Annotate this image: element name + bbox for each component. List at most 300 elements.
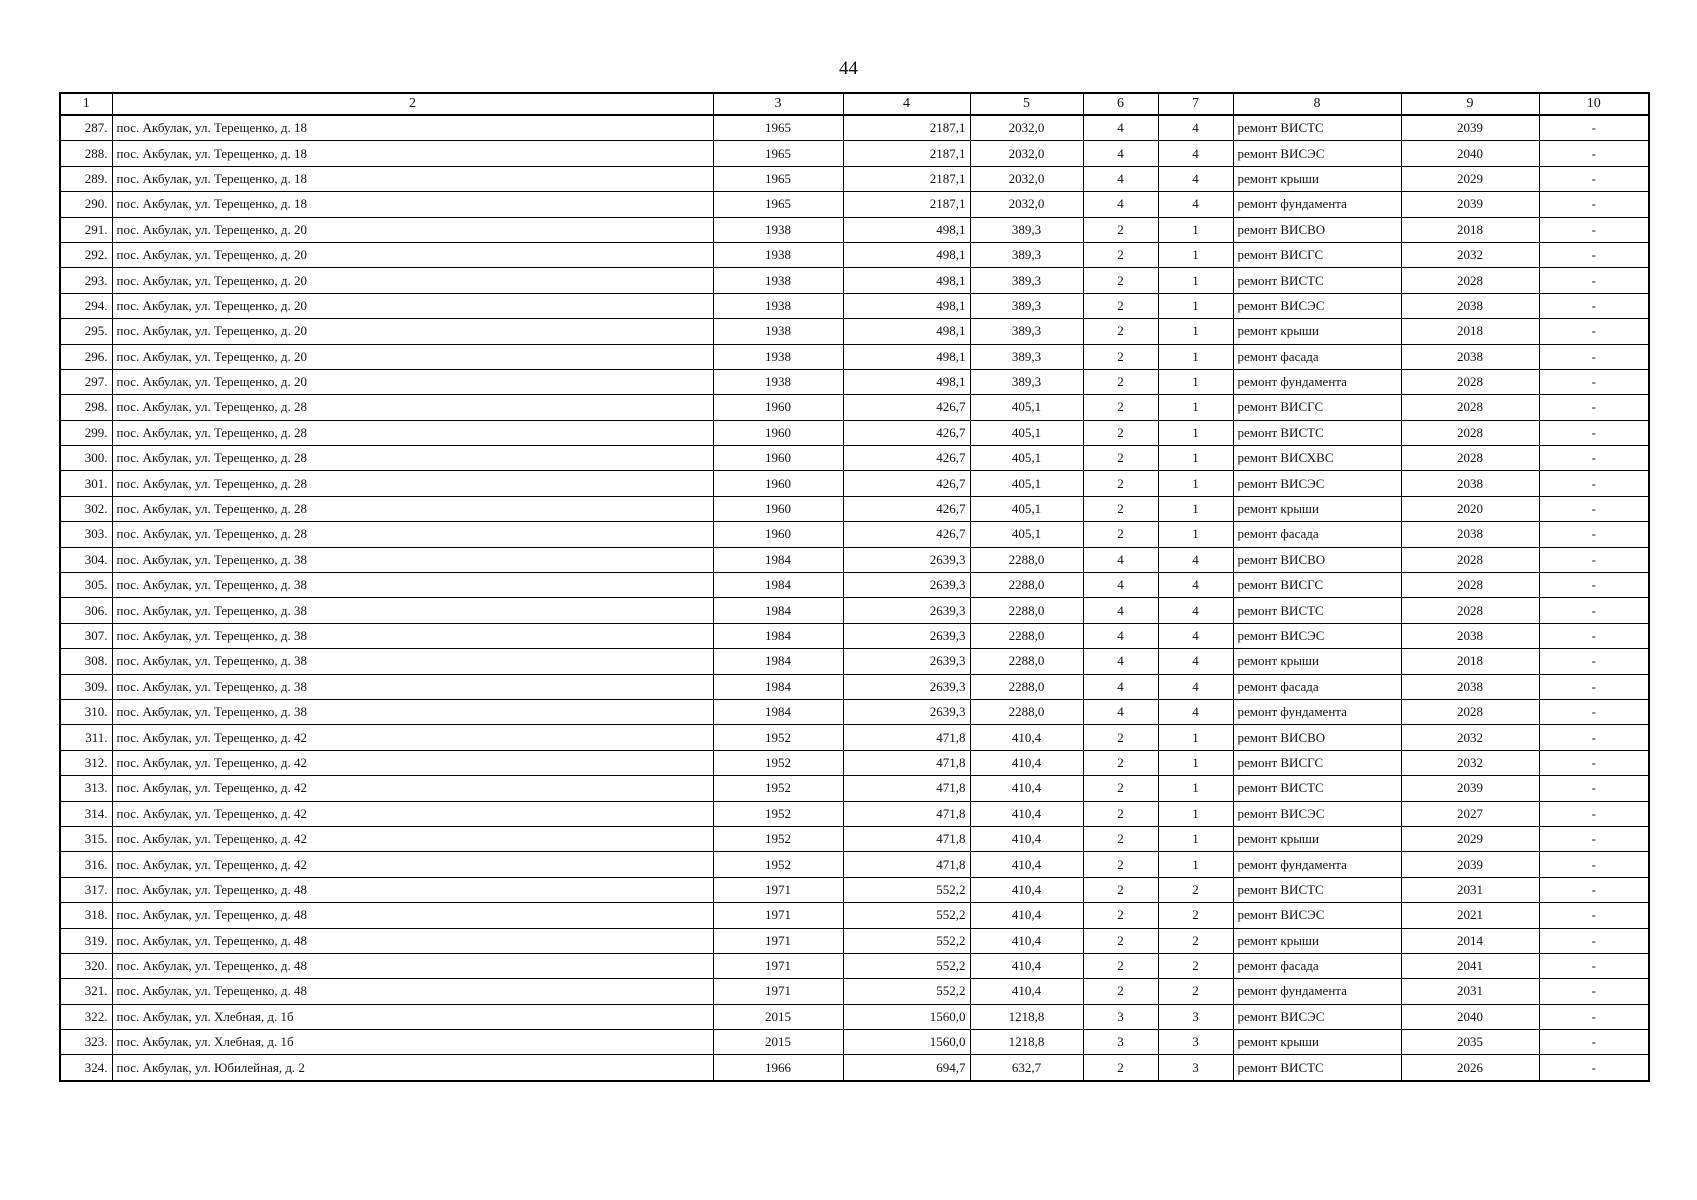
cell-living-area: 405,1 <box>970 471 1083 496</box>
cell-living-area: 389,3 <box>970 319 1083 344</box>
cell-work-type: ремонт ВИСЭС <box>1233 1004 1401 1029</box>
cell-row-number: 291. <box>60 217 112 242</box>
cell-total-area: 552,2 <box>843 903 970 928</box>
cell-total-area: 552,2 <box>843 979 970 1004</box>
cell-floors: 2 <box>1083 953 1158 978</box>
cell-planned-year: 2028 <box>1401 598 1539 623</box>
cell-floors: 2 <box>1083 217 1158 242</box>
cell-address: пос. Акбулак, ул. Терещенко, д. 42 <box>112 826 713 851</box>
cell-total-area: 1560,0 <box>843 1004 970 1029</box>
table-row <box>60 471 1649 496</box>
table-row <box>60 598 1649 623</box>
cell-row-number: 292. <box>60 242 112 267</box>
cell-total-area: 471,8 <box>843 852 970 877</box>
cell-total-area: 2187,1 <box>843 141 970 166</box>
cell-total-area: 552,2 <box>843 928 970 953</box>
cell-floors: 2 <box>1083 268 1158 293</box>
table-row <box>60 522 1649 547</box>
cell-planned-year: 2021 <box>1401 903 1539 928</box>
cell-work-type: ремонт крыши <box>1233 319 1401 344</box>
column-header-3: 3 <box>713 93 843 115</box>
cell-planned-year: 2039 <box>1401 115 1539 141</box>
cell-entrances: 1 <box>1158 242 1233 267</box>
cell-address: пос. Акбулак, ул. Терещенко, д. 48 <box>112 928 713 953</box>
cell-total-area: 552,2 <box>843 877 970 902</box>
cell-total-area: 2639,3 <box>843 623 970 648</box>
cell-work-type: ремонт крыши <box>1233 496 1401 521</box>
cell-work-type: ремонт ВИСТС <box>1233 268 1401 293</box>
cell-floors: 2 <box>1083 903 1158 928</box>
cell-planned-year: 2035 <box>1401 1030 1539 1055</box>
cell-address: пос. Акбулак, ул. Хлебная, д. 1б <box>112 1004 713 1029</box>
cell-entrances: 1 <box>1158 217 1233 242</box>
cell-planned-year: 2032 <box>1401 242 1539 267</box>
cell-row-number: 315. <box>60 826 112 851</box>
cell-note: - <box>1539 928 1649 953</box>
cell-floors: 4 <box>1083 141 1158 166</box>
cell-total-area: 426,7 <box>843 471 970 496</box>
cell-total-area: 552,2 <box>843 953 970 978</box>
cell-row-number: 290. <box>60 192 112 217</box>
cell-work-type: ремонт фасада <box>1233 953 1401 978</box>
cell-year-built: 1952 <box>713 725 843 750</box>
cell-living-area: 2288,0 <box>970 649 1083 674</box>
cell-year-built: 1960 <box>713 496 843 521</box>
cell-living-area: 405,1 <box>970 420 1083 445</box>
cell-year-built: 2015 <box>713 1004 843 1029</box>
cell-total-area: 426,7 <box>843 395 970 420</box>
cell-year-built: 1938 <box>713 268 843 293</box>
cell-floors: 2 <box>1083 1055 1158 1081</box>
column-header-10: 10 <box>1539 93 1649 115</box>
cell-note: - <box>1539 979 1649 1004</box>
cell-year-built: 1965 <box>713 166 843 191</box>
cell-row-number: 317. <box>60 877 112 902</box>
cell-planned-year: 2029 <box>1401 166 1539 191</box>
cell-address: пос. Акбулак, ул. Терещенко, д. 28 <box>112 446 713 471</box>
cell-total-area: 498,1 <box>843 268 970 293</box>
cell-entrances: 1 <box>1158 319 1233 344</box>
table-row <box>60 649 1649 674</box>
cell-planned-year: 2018 <box>1401 217 1539 242</box>
cell-planned-year: 2038 <box>1401 471 1539 496</box>
cell-address: пос. Акбулак, ул. Терещенко, д. 42 <box>112 750 713 775</box>
cell-address: пос. Акбулак, ул. Терещенко, д. 20 <box>112 344 713 369</box>
cell-living-area: 410,4 <box>970 903 1083 928</box>
cell-planned-year: 2026 <box>1401 1055 1539 1081</box>
cell-work-type: ремонт фундамента <box>1233 699 1401 724</box>
cell-work-type: ремонт крыши <box>1233 166 1401 191</box>
cell-year-built: 1971 <box>713 979 843 1004</box>
table-row <box>60 852 1649 877</box>
cell-row-number: 310. <box>60 699 112 724</box>
table-row <box>60 268 1649 293</box>
cell-living-area: 410,4 <box>970 852 1083 877</box>
cell-total-area: 426,7 <box>843 496 970 521</box>
table-row <box>60 319 1649 344</box>
table-row <box>60 928 1649 953</box>
cell-note: - <box>1539 522 1649 547</box>
cell-address: пос. Акбулак, ул. Терещенко, д. 38 <box>112 699 713 724</box>
cell-address: пос. Акбулак, ул. Терещенко, д. 28 <box>112 522 713 547</box>
cell-row-number: 319. <box>60 928 112 953</box>
table-row <box>60 674 1649 699</box>
cell-work-type: ремонт ВИСГС <box>1233 573 1401 598</box>
cell-note: - <box>1539 852 1649 877</box>
cell-entrances: 4 <box>1158 166 1233 191</box>
cell-floors: 2 <box>1083 776 1158 801</box>
table-row <box>60 801 1649 826</box>
cell-floors: 4 <box>1083 115 1158 141</box>
cell-work-type: ремонт крыши <box>1233 1030 1401 1055</box>
table-row <box>60 903 1649 928</box>
cell-entrances: 1 <box>1158 293 1233 318</box>
cell-row-number: 313. <box>60 776 112 801</box>
cell-note: - <box>1539 115 1649 141</box>
cell-note: - <box>1539 217 1649 242</box>
cell-note: - <box>1539 192 1649 217</box>
cell-floors: 4 <box>1083 699 1158 724</box>
cell-living-area: 389,3 <box>970 344 1083 369</box>
table-row <box>60 750 1649 775</box>
cell-note: - <box>1539 369 1649 394</box>
cell-living-area: 2032,0 <box>970 115 1083 141</box>
cell-year-built: 1984 <box>713 649 843 674</box>
cell-note: - <box>1539 750 1649 775</box>
cell-row-number: 311. <box>60 725 112 750</box>
cell-planned-year: 2018 <box>1401 319 1539 344</box>
cell-work-type: ремонт ВИСТС <box>1233 1055 1401 1081</box>
cell-address: пос. Акбулак, ул. Терещенко, д. 42 <box>112 801 713 826</box>
cell-entrances: 3 <box>1158 1004 1233 1029</box>
cell-work-type: ремонт ВИСВО <box>1233 547 1401 572</box>
cell-total-area: 1560,0 <box>843 1030 970 1055</box>
cell-note: - <box>1539 446 1649 471</box>
cell-living-area: 2288,0 <box>970 573 1083 598</box>
cell-row-number: 316. <box>60 852 112 877</box>
cell-floors: 2 <box>1083 826 1158 851</box>
cell-planned-year: 2040 <box>1401 1004 1539 1029</box>
cell-living-area: 410,4 <box>970 928 1083 953</box>
cell-work-type: ремонт ВИСГС <box>1233 242 1401 267</box>
cell-row-number: 300. <box>60 446 112 471</box>
cell-total-area: 498,1 <box>843 319 970 344</box>
cell-living-area: 410,4 <box>970 750 1083 775</box>
cell-planned-year: 2028 <box>1401 699 1539 724</box>
column-header-5: 5 <box>970 93 1083 115</box>
cell-work-type: ремонт ВИСЭС <box>1233 141 1401 166</box>
cell-total-area: 2639,3 <box>843 573 970 598</box>
cell-row-number: 308. <box>60 649 112 674</box>
cell-address: пос. Акбулак, ул. Терещенко, д. 48 <box>112 979 713 1004</box>
cell-work-type: ремонт ВИСТС <box>1233 776 1401 801</box>
cell-note: - <box>1539 801 1649 826</box>
cell-row-number: 321. <box>60 979 112 1004</box>
cell-work-type: ремонт ВИСТС <box>1233 420 1401 445</box>
cell-total-area: 2639,3 <box>843 547 970 572</box>
table-row <box>60 877 1649 902</box>
cell-address: пос. Акбулак, ул. Терещенко, д. 28 <box>112 420 713 445</box>
table-row <box>60 725 1649 750</box>
cell-year-built: 1984 <box>713 623 843 648</box>
cell-living-area: 2288,0 <box>970 598 1083 623</box>
cell-work-type: ремонт фасада <box>1233 522 1401 547</box>
table-row <box>60 979 1649 1004</box>
cell-address: пос. Акбулак, ул. Терещенко, д. 48 <box>112 903 713 928</box>
cell-total-area: 2639,3 <box>843 598 970 623</box>
cell-total-area: 426,7 <box>843 420 970 445</box>
cell-note: - <box>1539 344 1649 369</box>
cell-planned-year: 2027 <box>1401 801 1539 826</box>
cell-note: - <box>1539 496 1649 521</box>
cell-address: пос. Акбулак, ул. Терещенко, д. 20 <box>112 293 713 318</box>
cell-entrances: 4 <box>1158 649 1233 674</box>
cell-living-area: 1218,8 <box>970 1004 1083 1029</box>
cell-floors: 2 <box>1083 750 1158 775</box>
cell-work-type: ремонт фундамента <box>1233 852 1401 877</box>
cell-planned-year: 2039 <box>1401 192 1539 217</box>
cell-entrances: 4 <box>1158 547 1233 572</box>
table-row <box>60 141 1649 166</box>
cell-entrances: 2 <box>1158 928 1233 953</box>
cell-planned-year: 2018 <box>1401 649 1539 674</box>
cell-total-area: 471,8 <box>843 725 970 750</box>
cell-address: пос. Акбулак, ул. Терещенко, д. 38 <box>112 598 713 623</box>
cell-work-type: ремонт ВИСВО <box>1233 725 1401 750</box>
cell-row-number: 309. <box>60 674 112 699</box>
cell-year-built: 1952 <box>713 852 843 877</box>
cell-total-area: 2187,1 <box>843 166 970 191</box>
column-header-6: 6 <box>1083 93 1158 115</box>
cell-work-type: ремонт ВИСТС <box>1233 598 1401 623</box>
cell-row-number: 295. <box>60 319 112 344</box>
cell-row-number: 306. <box>60 598 112 623</box>
column-header-8: 8 <box>1233 93 1401 115</box>
cell-year-built: 1938 <box>713 293 843 318</box>
cell-entrances: 2 <box>1158 979 1233 1004</box>
cell-year-built: 1938 <box>713 319 843 344</box>
cell-row-number: 322. <box>60 1004 112 1029</box>
cell-note: - <box>1539 826 1649 851</box>
cell-year-built: 1965 <box>713 192 843 217</box>
cell-entrances: 2 <box>1158 953 1233 978</box>
cell-entrances: 1 <box>1158 801 1233 826</box>
cell-total-area: 498,1 <box>843 369 970 394</box>
cell-note: - <box>1539 1030 1649 1055</box>
cell-entrances: 1 <box>1158 369 1233 394</box>
cell-entrances: 1 <box>1158 725 1233 750</box>
cell-total-area: 471,8 <box>843 826 970 851</box>
cell-row-number: 293. <box>60 268 112 293</box>
cell-year-built: 1965 <box>713 115 843 141</box>
cell-work-type: ремонт ВИСТС <box>1233 115 1401 141</box>
table-row <box>60 369 1649 394</box>
cell-row-number: 297. <box>60 369 112 394</box>
cell-address: пос. Акбулак, ул. Терещенко, д. 38 <box>112 547 713 572</box>
cell-work-type: ремонт фундамента <box>1233 369 1401 394</box>
table-row <box>60 115 1649 141</box>
cell-planned-year: 2038 <box>1401 344 1539 369</box>
cell-living-area: 410,4 <box>970 979 1083 1004</box>
cell-floors: 2 <box>1083 319 1158 344</box>
cell-work-type: ремонт ВИСЭС <box>1233 623 1401 648</box>
cell-year-built: 1960 <box>713 395 843 420</box>
cell-row-number: 304. <box>60 547 112 572</box>
cell-planned-year: 2028 <box>1401 573 1539 598</box>
cell-work-type: ремонт крыши <box>1233 826 1401 851</box>
cell-entrances: 1 <box>1158 420 1233 445</box>
cell-row-number: 299. <box>60 420 112 445</box>
cell-row-number: 318. <box>60 903 112 928</box>
cell-address: пос. Акбулак, ул. Терещенко, д. 28 <box>112 395 713 420</box>
cell-note: - <box>1539 141 1649 166</box>
cell-row-number: 289. <box>60 166 112 191</box>
cell-living-area: 2032,0 <box>970 166 1083 191</box>
cell-floors: 4 <box>1083 192 1158 217</box>
cell-note: - <box>1539 242 1649 267</box>
cell-entrances: 4 <box>1158 623 1233 648</box>
cell-year-built: 1960 <box>713 446 843 471</box>
cell-total-area: 498,1 <box>843 242 970 267</box>
cell-work-type: ремонт ВИСЭС <box>1233 471 1401 496</box>
cell-year-built: 1960 <box>713 471 843 496</box>
cell-work-type: ремонт крыши <box>1233 649 1401 674</box>
cell-entrances: 1 <box>1158 776 1233 801</box>
cell-total-area: 426,7 <box>843 522 970 547</box>
cell-living-area: 2288,0 <box>970 674 1083 699</box>
cell-floors: 4 <box>1083 166 1158 191</box>
cell-year-built: 1965 <box>713 141 843 166</box>
table-row <box>60 293 1649 318</box>
cell-year-built: 1938 <box>713 217 843 242</box>
cell-row-number: 288. <box>60 141 112 166</box>
cell-note: - <box>1539 1055 1649 1081</box>
cell-planned-year: 2040 <box>1401 141 1539 166</box>
cell-year-built: 1952 <box>713 801 843 826</box>
cell-address: пос. Акбулак, ул. Терещенко, д. 18 <box>112 192 713 217</box>
cell-work-type: ремонт ВИСХВС <box>1233 446 1401 471</box>
cell-entrances: 1 <box>1158 395 1233 420</box>
cell-floors: 2 <box>1083 979 1158 1004</box>
cell-address: пос. Акбулак, ул. Терещенко, д. 42 <box>112 725 713 750</box>
cell-address: пос. Акбулак, ул. Терещенко, д. 38 <box>112 674 713 699</box>
data-table <box>59 92 1650 1082</box>
cell-living-area: 2288,0 <box>970 699 1083 724</box>
cell-note: - <box>1539 1004 1649 1029</box>
table-row <box>60 446 1649 471</box>
cell-entrances: 1 <box>1158 522 1233 547</box>
cell-entrances: 4 <box>1158 598 1233 623</box>
cell-row-number: 312. <box>60 750 112 775</box>
cell-note: - <box>1539 776 1649 801</box>
table-row <box>60 699 1649 724</box>
cell-floors: 4 <box>1083 674 1158 699</box>
cell-row-number: 302. <box>60 496 112 521</box>
cell-row-number: 323. <box>60 1030 112 1055</box>
cell-total-area: 2187,1 <box>843 115 970 141</box>
cell-floors: 4 <box>1083 547 1158 572</box>
cell-floors: 2 <box>1083 852 1158 877</box>
cell-living-area: 410,4 <box>970 953 1083 978</box>
cell-living-area: 389,3 <box>970 369 1083 394</box>
cell-address: пос. Акбулак, ул. Терещенко, д. 20 <box>112 217 713 242</box>
cell-planned-year: 2028 <box>1401 369 1539 394</box>
cell-planned-year: 2041 <box>1401 953 1539 978</box>
cell-work-type: ремонт ВИСЭС <box>1233 801 1401 826</box>
cell-row-number: 305. <box>60 573 112 598</box>
cell-total-area: 498,1 <box>843 217 970 242</box>
cell-note: - <box>1539 649 1649 674</box>
cell-year-built: 1984 <box>713 573 843 598</box>
cell-address: пос. Акбулак, ул. Терещенко, д. 42 <box>112 776 713 801</box>
table-row <box>60 496 1649 521</box>
cell-total-area: 471,8 <box>843 801 970 826</box>
cell-planned-year: 2038 <box>1401 522 1539 547</box>
cell-floors: 3 <box>1083 1030 1158 1055</box>
cell-floors: 2 <box>1083 420 1158 445</box>
table-row <box>60 217 1649 242</box>
cell-note: - <box>1539 166 1649 191</box>
cell-work-type: ремонт ВИСГС <box>1233 395 1401 420</box>
cell-note: - <box>1539 420 1649 445</box>
table-header-row <box>60 93 1649 115</box>
cell-entrances: 1 <box>1158 750 1233 775</box>
cell-floors: 2 <box>1083 395 1158 420</box>
cell-living-area: 2288,0 <box>970 623 1083 648</box>
cell-year-built: 1984 <box>713 598 843 623</box>
cell-living-area: 389,3 <box>970 268 1083 293</box>
cell-floors: 4 <box>1083 649 1158 674</box>
table-row <box>60 420 1649 445</box>
cell-note: - <box>1539 573 1649 598</box>
cell-year-built: 1971 <box>713 903 843 928</box>
cell-planned-year: 2014 <box>1401 928 1539 953</box>
cell-note: - <box>1539 674 1649 699</box>
cell-work-type: ремонт крыши <box>1233 928 1401 953</box>
cell-floors: 4 <box>1083 573 1158 598</box>
table-body <box>60 115 1649 1081</box>
cell-year-built: 1952 <box>713 776 843 801</box>
cell-year-built: 1971 <box>713 877 843 902</box>
cell-planned-year: 2032 <box>1401 725 1539 750</box>
cell-year-built: 1938 <box>713 344 843 369</box>
cell-note: - <box>1539 268 1649 293</box>
cell-year-built: 1960 <box>713 522 843 547</box>
cell-address: пос. Акбулак, ул. Терещенко, д. 20 <box>112 242 713 267</box>
cell-floors: 2 <box>1083 877 1158 902</box>
column-header-2: 2 <box>112 93 713 115</box>
cell-planned-year: 2039 <box>1401 776 1539 801</box>
cell-address: пос. Акбулак, ул. Терещенко, д. 48 <box>112 877 713 902</box>
cell-planned-year: 2031 <box>1401 877 1539 902</box>
cell-year-built: 1971 <box>713 928 843 953</box>
cell-planned-year: 2028 <box>1401 268 1539 293</box>
cell-entrances: 1 <box>1158 826 1233 851</box>
cell-total-area: 2187,1 <box>843 192 970 217</box>
cell-planned-year: 2029 <box>1401 826 1539 851</box>
cell-note: - <box>1539 903 1649 928</box>
cell-living-area: 2032,0 <box>970 141 1083 166</box>
cell-living-area: 2288,0 <box>970 547 1083 572</box>
cell-year-built: 1952 <box>713 826 843 851</box>
cell-row-number: 303. <box>60 522 112 547</box>
table-row <box>60 166 1649 191</box>
cell-year-built: 1938 <box>713 369 843 394</box>
table-row <box>60 776 1649 801</box>
cell-work-type: ремонт ВИСГС <box>1233 750 1401 775</box>
cell-total-area: 2639,3 <box>843 674 970 699</box>
cell-floors: 4 <box>1083 623 1158 648</box>
